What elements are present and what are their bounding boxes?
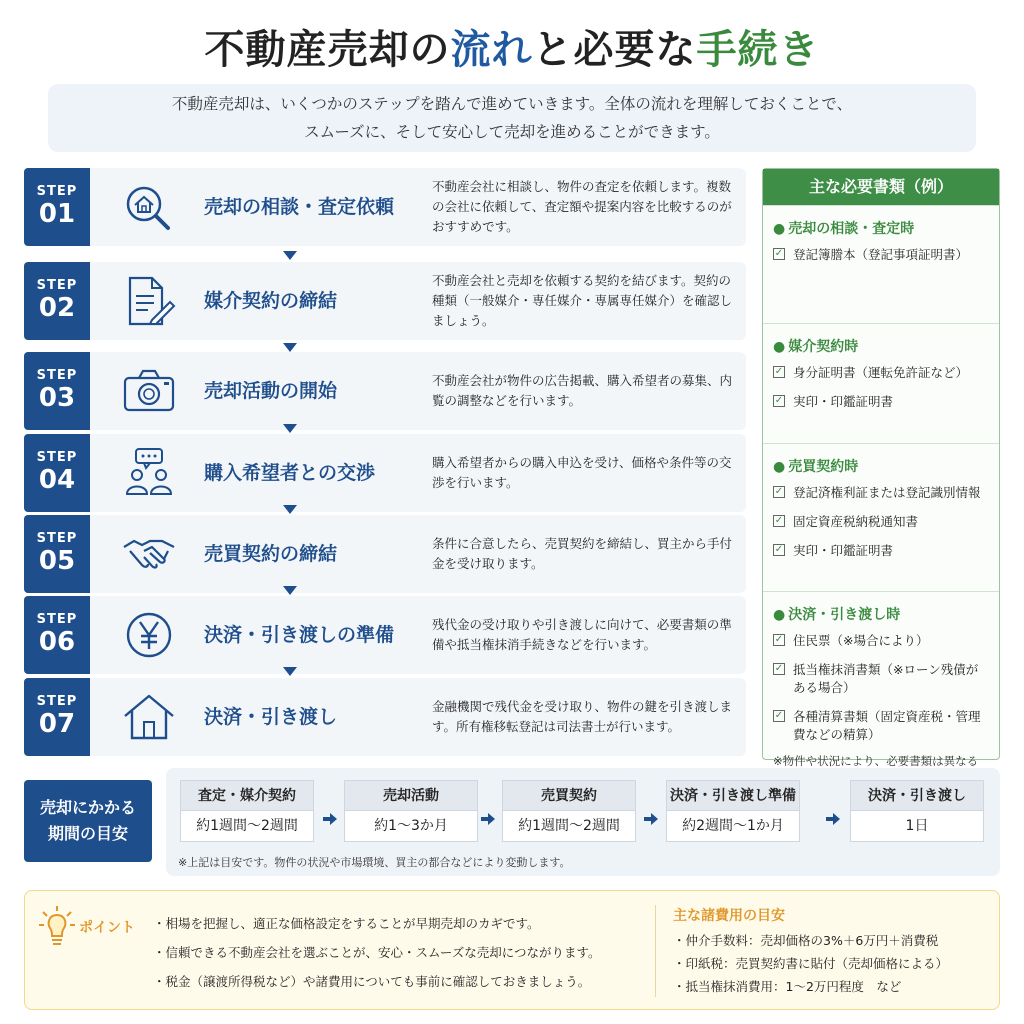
step-description: 不動産会社と売却を依頼する契約を結びます。契約の種類（一般媒介・専任媒介・専属専任媒介）を確認しましょう。 <box>432 273 733 328</box>
step-04 <box>24 434 746 512</box>
checkbox-icon: ✓ <box>774 634 784 645</box>
document-item: ✓ 実印・印鑑証明書 <box>774 394 894 409</box>
arrow-down-icon <box>283 248 297 262</box>
checkbox-icon: ✓ <box>774 710 784 721</box>
document-item: ✓ 登記済権利証または登記識別情報 <box>774 485 981 500</box>
camera-icon <box>122 366 176 416</box>
period-stage-name: 決済・引き渡し <box>850 780 984 810</box>
point-list <box>153 909 653 996</box>
arrow-right-icon <box>323 812 337 826</box>
step-title: 売却活動の開始 <box>204 380 338 402</box>
period-stage-duration: 1日 <box>850 810 984 842</box>
step-02 <box>24 262 746 340</box>
checkbox-icon: ✓ <box>774 395 784 406</box>
period-stage <box>180 780 314 842</box>
arrow-right-icon <box>826 812 840 826</box>
checkbox-icon: ✓ <box>774 248 784 259</box>
step-badge: STEP 02 <box>24 262 90 340</box>
documents-section-brokerage <box>763 323 999 443</box>
step-description: 金融機関で残代金を受け取り、物件の鍵を引き渡します。所有権移転登記は司法書士が行います。 <box>432 699 733 734</box>
period-timeline <box>166 768 1000 876</box>
point-label: ポイント <box>79 920 135 936</box>
checkbox-icon: ✓ <box>774 515 784 526</box>
step-07 <box>24 678 746 756</box>
step-title: 決済・引き渡し <box>204 706 338 728</box>
step-description: 購入希望者からの購入申込を受け、価格や条件等の交渉を行います。 <box>432 455 732 490</box>
documents-note: ※物件や状況により、必要書類は異なる <box>773 754 979 768</box>
arrow-down-icon <box>283 502 297 516</box>
step-title: 売買契約の締結 <box>204 543 338 565</box>
checkbox-icon: ✓ <box>774 663 784 674</box>
house-icon <box>122 692 176 742</box>
step-description: 不動産会社が物件の広告掲載、購入希望者の募集、内覧の調整などを行います。 <box>432 373 733 408</box>
page-title: 不動産売却の流れと必要な手続き <box>204 27 820 73</box>
document-item: ✓ 登記簿謄本（登記事項証明書） <box>774 247 969 262</box>
period-stage-name: 決済・引き渡し準備 <box>666 780 800 810</box>
period-note: ※上記は目安です。物件の状況や市場環境、買主の都合などにより変動します。 <box>178 856 571 869</box>
period-label: 売却にかかる 期間の目安 <box>24 780 152 862</box>
document-item: ✓ 住民票（※場合により） <box>774 633 929 648</box>
arrow-down-icon <box>283 664 297 678</box>
intro-box <box>48 84 976 152</box>
intro-line-1: 不動産売却は、いくつかのステップを踏んで進めていきます。全体の流れを理解しておくことで、 <box>171 95 853 113</box>
step-badge: STEP 07 <box>24 678 90 756</box>
documents-section-consultation <box>763 205 999 323</box>
step-badge: STEP 03 <box>24 352 90 430</box>
document-item: ✓ 実印・印鑑証明書 <box>774 543 894 558</box>
step-title: 売却の相談・査定依頼 <box>204 196 395 218</box>
cost-item: ・ 抵当権抹消費用：1〜2万円程度 など <box>673 975 948 998</box>
people-chat-icon <box>122 448 176 498</box>
step-badge: STEP 04 <box>24 434 90 512</box>
period-stage-duration: 約1〜3か月 <box>344 810 478 842</box>
document-item: ✓ 抵当権抹消書類（※ローン残債がある場合） <box>774 662 979 695</box>
arrow-down-icon <box>283 583 297 597</box>
period-stage-name: 査定・媒介契約 <box>180 780 314 810</box>
period-stage-duration: 約2週間〜1か月 <box>666 810 800 842</box>
step-01 <box>24 168 746 246</box>
cost-item: ・ 印紙税：売買契約書に貼付（売却価格による） <box>673 952 948 975</box>
yen-icon <box>122 610 176 660</box>
period-stage <box>850 780 984 842</box>
divider <box>655 905 656 997</box>
documents-section-heading: ● 媒介契約時 <box>773 336 989 356</box>
step-title: 媒介契約の締結 <box>204 290 338 312</box>
documents-section-heading: ● 売却の相談・査定時 <box>773 218 989 238</box>
step-06 <box>24 596 746 674</box>
checkbox-icon: ✓ <box>774 366 784 377</box>
step-title: 購入希望者との交渉 <box>204 462 376 484</box>
document-item: ✓ 各種清算書類（固定資産税・管理費などの精算） <box>774 709 981 742</box>
documents-section-settlement <box>763 591 999 793</box>
handshake-icon <box>122 529 176 579</box>
document-item: ✓ 身分証明書（運転免許証など） <box>774 365 969 380</box>
costs-list <box>673 929 948 998</box>
step-badge: STEP 01 <box>24 168 90 246</box>
step-badge: STEP 06 <box>24 596 90 674</box>
cost-item: ・ 仲介手数料：売却価格の3%＋6万円＋消費税 <box>673 929 948 952</box>
step-description: 条件に合意したら、売買契約を締結し、買主から手付金を受け取ります。 <box>432 536 733 571</box>
arrow-right-icon <box>481 812 495 826</box>
document-item: ✓ 固定資産税納税通知書 <box>774 514 919 529</box>
contract-document-icon <box>122 276 176 326</box>
arrow-down-icon <box>283 421 297 435</box>
arrow-right-icon <box>644 812 658 826</box>
period-stage-name: 売買契約 <box>502 780 636 810</box>
house-search-icon <box>122 182 176 232</box>
point-item: ・ 相場を把握し、適正な価格設定をすることが早期売却のカギです。 <box>153 909 653 938</box>
step-05 <box>24 515 746 593</box>
documents-section-sales-contract <box>763 443 999 591</box>
point-item: ・ 税金（譲渡所得税など）や諸費用についても事前に確認しておきましょう。 <box>153 967 653 996</box>
step-badge: STEP 05 <box>24 515 90 593</box>
period-stage-duration: 約1週間〜2週間 <box>180 810 314 842</box>
step-description: 残代金の受け取りや引き渡しに向けて、必要書類の準備や抵当権抹消手続きなどを行います。 <box>432 617 732 652</box>
checkbox-icon: ✓ <box>774 544 784 555</box>
documents-section-heading: ● 決済・引き渡し時 <box>773 604 989 624</box>
checkbox-icon: ✓ <box>774 486 784 497</box>
period-stage-duration: 約1週間〜2週間 <box>502 810 636 842</box>
period-stage <box>666 780 800 842</box>
costs-title: 主な諸費用の目安 <box>673 908 785 924</box>
documents-header: 主な必要書類（例） <box>763 169 999 205</box>
period-stage <box>344 780 478 842</box>
step-03 <box>24 352 746 430</box>
point-item: ・ 信頼できる不動産会社を選ぶことが、安心・スムーズな売却につながります。 <box>153 938 653 967</box>
documents-section-heading: ● 売買契約時 <box>773 456 989 476</box>
period-stage-name: 売却活動 <box>344 780 478 810</box>
lightbulb-icon <box>39 905 75 947</box>
intro-line-2: スムーズに、そして安心して売却を進めることができます。 <box>304 123 720 141</box>
period-stage <box>502 780 636 842</box>
step-title: 決済・引き渡しの準備 <box>204 624 395 646</box>
required-documents-panel <box>762 168 1000 768</box>
step-description: 不動産会社に相談し、物件の査定を依頼します。複数の会社に依頼して、査定額や提案内容を比較するのがおすすめです。 <box>432 179 732 234</box>
point-box <box>24 890 1000 1010</box>
